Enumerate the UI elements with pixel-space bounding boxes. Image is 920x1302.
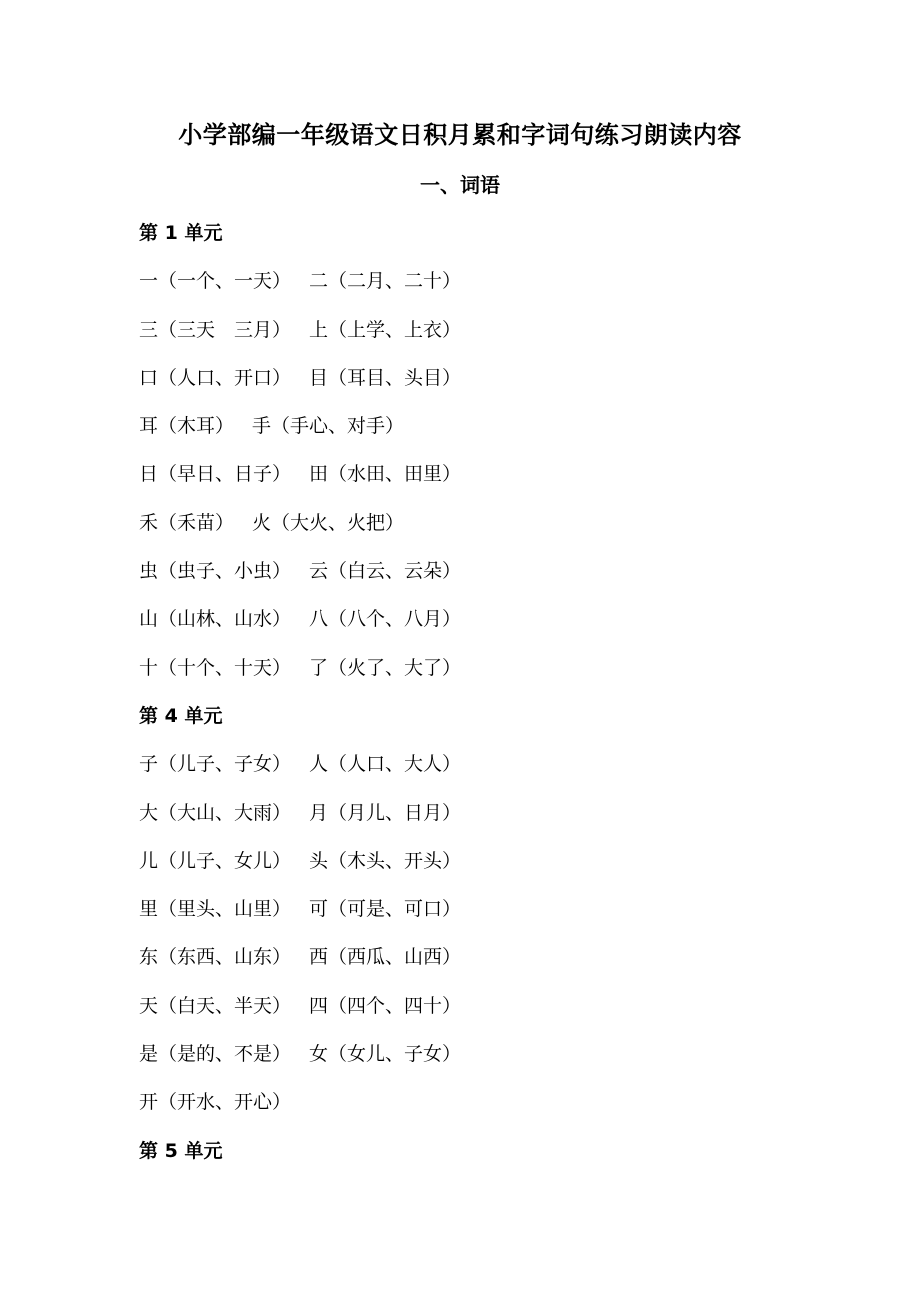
- word-entry: 东（东西、山东）: [139, 946, 292, 969]
- word-entry: 子（儿子、子女）: [139, 753, 292, 776]
- word-entry: 里（里头、山里）: [139, 898, 292, 921]
- word-line: [139, 749, 839, 797]
- word-entry: 头（木头、开头）: [309, 849, 462, 872]
- word-entry: 田（水田、田里）: [309, 463, 462, 486]
- word-entry: 八（八个、八月）: [309, 608, 462, 631]
- word-line: [139, 315, 839, 363]
- unit-heading: 第 1 单元: [139, 222, 223, 244]
- word-line: [139, 459, 839, 507]
- word-line: [139, 846, 839, 894]
- word-line: [139, 556, 839, 604]
- word-entry: 是（是的、不是）: [139, 1043, 292, 1066]
- section-heading: 一、词语: [420, 173, 500, 197]
- word-entry: 开（开水、开心）: [139, 1091, 292, 1114]
- word-entry: 四（四个、四十）: [309, 994, 462, 1017]
- word-entry: 虫（虫子、小虫）: [139, 560, 292, 583]
- word-entry: 云（白云、云朵）: [309, 560, 462, 583]
- word-entry: 山（山林、山水）: [139, 608, 292, 631]
- word-entry: 手（手心、对手）: [252, 415, 405, 438]
- word-entry: 目（耳目、头目）: [309, 366, 462, 389]
- unit-heading: 第 4 单元: [139, 704, 223, 727]
- word-entry: 一（一个、一天）: [139, 270, 292, 293]
- word-line: [139, 363, 839, 411]
- document-title: 小学部编一年级语文日积月累和字词句练习朗读内容: [178, 121, 742, 149]
- word-line: [139, 653, 839, 701]
- word-entry: 了（火了、大了）: [309, 656, 462, 679]
- word-entry: 口（人口、开口）: [139, 366, 292, 389]
- word-entry: 西（西瓜、山西）: [309, 946, 462, 969]
- word-line: [139, 508, 839, 556]
- word-line: [139, 894, 839, 942]
- word-entry: 三（三天 三月）: [139, 318, 292, 341]
- word-line: [139, 942, 839, 990]
- word-line: [139, 411, 839, 459]
- word-line: [139, 266, 839, 314]
- unit-heading: 第 5 单元: [139, 1139, 223, 1162]
- word-entry: 月（月儿、日月）: [309, 801, 462, 824]
- word-entry: 十（十个、十天）: [139, 656, 292, 679]
- word-entry: 女（女儿、子女）: [309, 1043, 462, 1066]
- word-entry: 天（白天、半天）: [139, 994, 292, 1017]
- word-entry: 禾（禾苗）: [139, 511, 235, 534]
- word-entry: 耳（木耳）: [139, 415, 235, 438]
- word-entry: 可（可是、可口）: [309, 898, 462, 921]
- word-entry: 儿（儿子、女儿）: [139, 849, 292, 872]
- word-line: [139, 991, 839, 1039]
- word-line: [139, 1039, 839, 1087]
- word-line: [139, 604, 839, 652]
- word-line: [139, 798, 839, 846]
- word-entry: 大（大山、大雨）: [139, 801, 292, 824]
- word-entry: 火（大火、火把）: [252, 511, 405, 534]
- word-list: [139, 218, 839, 1184]
- word-line: [139, 1087, 839, 1135]
- word-entry: 人（人口、大人）: [309, 753, 462, 776]
- word-entry: 上（上学、上衣）: [309, 318, 462, 341]
- word-entry: 二（二月、二十）: [309, 270, 462, 293]
- word-entry: 日（早日、日子）: [139, 463, 292, 486]
